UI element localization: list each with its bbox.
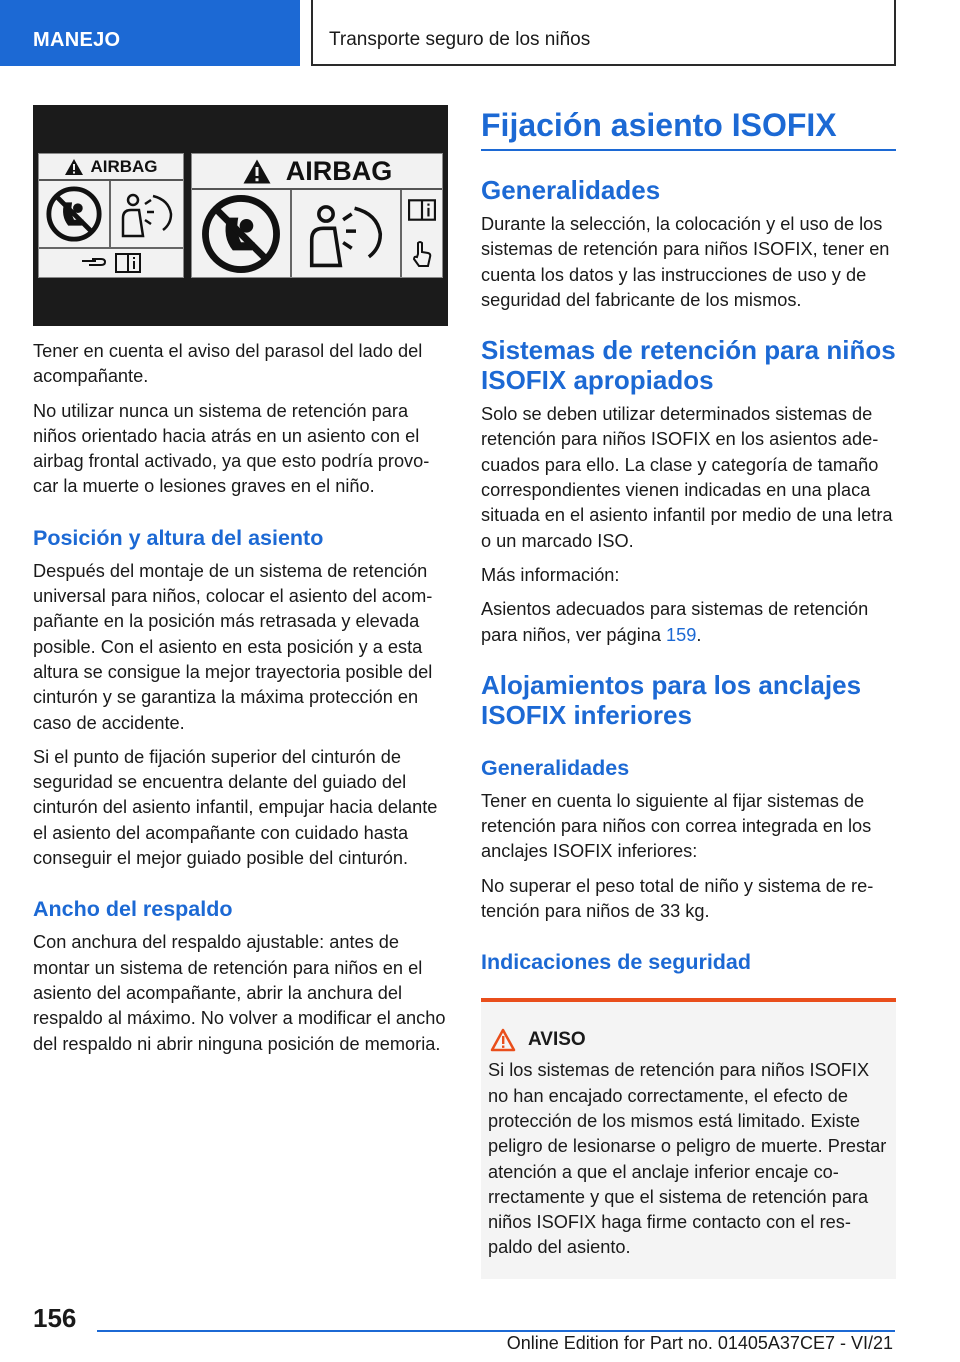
hand-pointer-icon (81, 255, 107, 271)
right-column (481, 105, 896, 1279)
airbag-deploy-icon (117, 186, 177, 242)
heading-generalidades: Generalidades (481, 175, 661, 205)
warning-text: Si los sistemas de retención para niños ISOFIX no han encajado correctamente, el efecto de protección de los mismos está limitado. Existe peligro de lesionarse o peligro de muerte. Prestar atención a que el anclaje inferior encaje correctamente y que el sistema de retención para niños ISOFIX haga firme contacto con el respaldo del asiento. (488, 1060, 887, 1258)
paragraph-punto-fijacion: Si el punto de fijación superior del cinturón de seguridad se encuentra delante del guiado del cinturón del asiento infantil, empujar hacia delante el asiento del acompañante con cuidado hasta conseguir el mejor guiado posible del cinturón. (33, 746, 438, 869)
heading-ancho-respaldo: Ancho del respaldo (33, 897, 233, 922)
airbag-label-small (38, 153, 184, 278)
no-rear-facing-seat-icon (200, 193, 282, 275)
paragraph-determinados: Solo se deben utilizar determinados sistemas de retención para niños ISOFIX en los asientos adecuados para ello. La clase y categoría de tamaño correspondientes vienen indicadas en una placa situada en el asiento infantil por medio de una letra o un marcado ISO. (481, 404, 893, 551)
page-title: Fijación asiento ISOFIX (481, 105, 896, 151)
paragraph-ancho: Con anchura del respaldo ajustable: antes de montar un sistema de retención para niños en el asiento del acompañante, abrir la anchura del respaldo al máximo. No volver a modificar el ancho del respaldo ni abrir ninguna posición de memoria. (33, 932, 446, 1054)
paragraph-seleccion: Durante la selección, la colocación y el uso de los sistemas de retención para niños ISOFIX, tener en cuenta los datos y las instrucciones de uso y de seguridad del fabricante de los mismos. (481, 214, 890, 310)
page-link-159[interactable]: 159 (666, 624, 697, 645)
edition-text: Online Edition for Part no. 01405A37CE7 - VI/21 (506, 1333, 893, 1353)
warning-header (488, 1028, 887, 1052)
airbag-word-large: AIRBAG (285, 155, 393, 186)
airbag-deploy-icon (301, 194, 391, 274)
heading-alojamientos: Alojamientos para los anclajes ISOFIX inferiores (481, 669, 862, 730)
paragraph-ver-pagina: Asientos adecuados para sistemas de retención para niños, ver página 159. (481, 599, 869, 645)
paragraph-tener-en-cuenta: Tener en cuenta lo siguiente al fijar sistemas de retención para niños con correa integrada en los anclajes ISOFIX inferiores: (481, 790, 872, 862)
airbag-warning-photo (33, 105, 448, 326)
heading-generalidades-2: Generalidades (481, 755, 630, 780)
paragraph-peso-total: No superar el peso total de niño y sistema de retención para niños de 33 kg. (481, 875, 874, 922)
manual-book-icon (115, 253, 141, 273)
warning-triangle-icon (242, 158, 272, 185)
manual-book-icon (408, 199, 436, 221)
heading-posicion-altura: Posición y altura del asiento (33, 525, 324, 550)
no-rear-facing-seat-icon (45, 185, 103, 243)
section-tab: MANEJO (0, 0, 300, 66)
footer-divider (97, 1330, 895, 1332)
airbag-label-large (191, 153, 443, 278)
paragraph-parasol: Tener en cuenta el aviso del parasol del lado del acompañante. (33, 341, 423, 387)
paragraph-posicion: Después del montaje de un sistema de retención universal para niños, colocar el asiento del acompañante en la posición más retrasada y elevada posible. Con el asiento en esta posición y a esta altura se consigue la mejor trayectoria posible del cinturón y se garantiza la máxima protección en caso de accidente. (33, 560, 433, 733)
paragraph-mas-informacion: Más información: (481, 564, 620, 585)
page-header (0, 0, 960, 66)
page-number: 156 (33, 1303, 77, 1333)
warning-triangle-icon (490, 1028, 516, 1052)
heading-sistemas-apropiados: Sistemas de retención para niños ISOFIX apropiados (481, 335, 896, 396)
airbag-word-small: AIRBAG (90, 156, 158, 176)
finger-tap-icon (412, 240, 432, 268)
paragraph-no-rear-facing: No utilizar nunca un sistema de retención para niños orientado hacia atrás en un asiento con el airbag frontal activado, ya que esto podría provocar la muerte o lesiones graves en el niño. (33, 400, 430, 497)
warning-box (481, 998, 896, 1278)
chapter-title: Transporte seguro de los niños (311, 0, 896, 66)
warning-title: AVISO (528, 1029, 586, 1051)
left-column (33, 105, 448, 1066)
warning-triangle-icon (64, 158, 84, 176)
heading-indicaciones: Indicaciones de seguridad (481, 950, 752, 975)
